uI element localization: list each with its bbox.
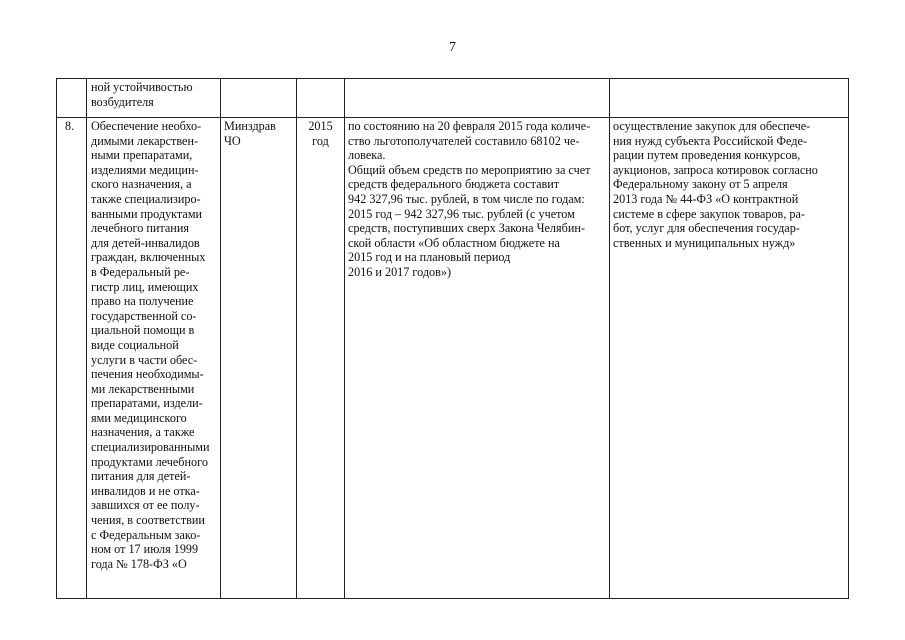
cell-result-empty — [345, 79, 610, 118]
result-paragraph-2: Общий объем средств по мероприятию за счет средств федерального бюджета составит 942 327,96 тыс. рублей, в том числе по годам: 2015 год – 942 327,96 тыс. рублей (с учетом средств, поступивших сверх Закона Челябин- ской области «Об областном бюджете на 2015 год и на плановый период 2016 и 2017 годов») — [348, 162, 591, 279]
cell-executor: Минздрав ЧО — [221, 118, 297, 599]
cell-year: 2015 год — [297, 118, 345, 599]
cell-measure-name: Обеспечение необхо- димыми лекарствен- ными препаратами, изделиями медицин- ского назначения, а также специализиро- ванными продуктами лечебного питания для детей-инвалидов граждан, включенных в Федеральный ре- гистр лиц, имеющих право на получение государственной со- циальной помощи в виде социальной услуги в части обес- печения необходимы- ми лекарственными препаратами, издели- ями медицинского назначения, а также специализированными продуктами лечебного питания для детей- инвалидов и не отка- завшихся от ее полу- чения, в соответствии с Федеральным зако- ном от 17 июля 1999 года № 178-ФЗ «О — [87, 118, 221, 599]
page-number: 7 — [449, 40, 456, 55]
table-row-8 — [57, 118, 849, 599]
cell-note-empty — [610, 79, 849, 118]
cell-year-empty — [297, 79, 345, 118]
result-paragraph-1: по состоянию на 20 февраля 2015 года количе- ство льготополучателей составило 68102 че- ловека. — [348, 119, 591, 163]
program-table — [56, 78, 849, 599]
table-row-continued — [57, 79, 849, 118]
cell-executor-empty — [221, 79, 297, 118]
cell-name-continued: ной устойчивостью возбудителя — [87, 79, 221, 118]
cell-result — [345, 118, 610, 599]
cell-number-empty — [57, 79, 87, 118]
cell-note: осуществление закупок для обеспече- ния нужд субъекта Российской Феде- рации путем проведения конкурсов, аукционов, запроса котировок согласно Федеральному закону от 5 апреля 2013 года № 44-ФЗ «О контрактной системе в сфере закупок товаров, ра- бот, услуг для обеспечения государ- ственных и муниципальных нужд» — [610, 118, 849, 599]
cell-number: 8. — [57, 118, 87, 599]
